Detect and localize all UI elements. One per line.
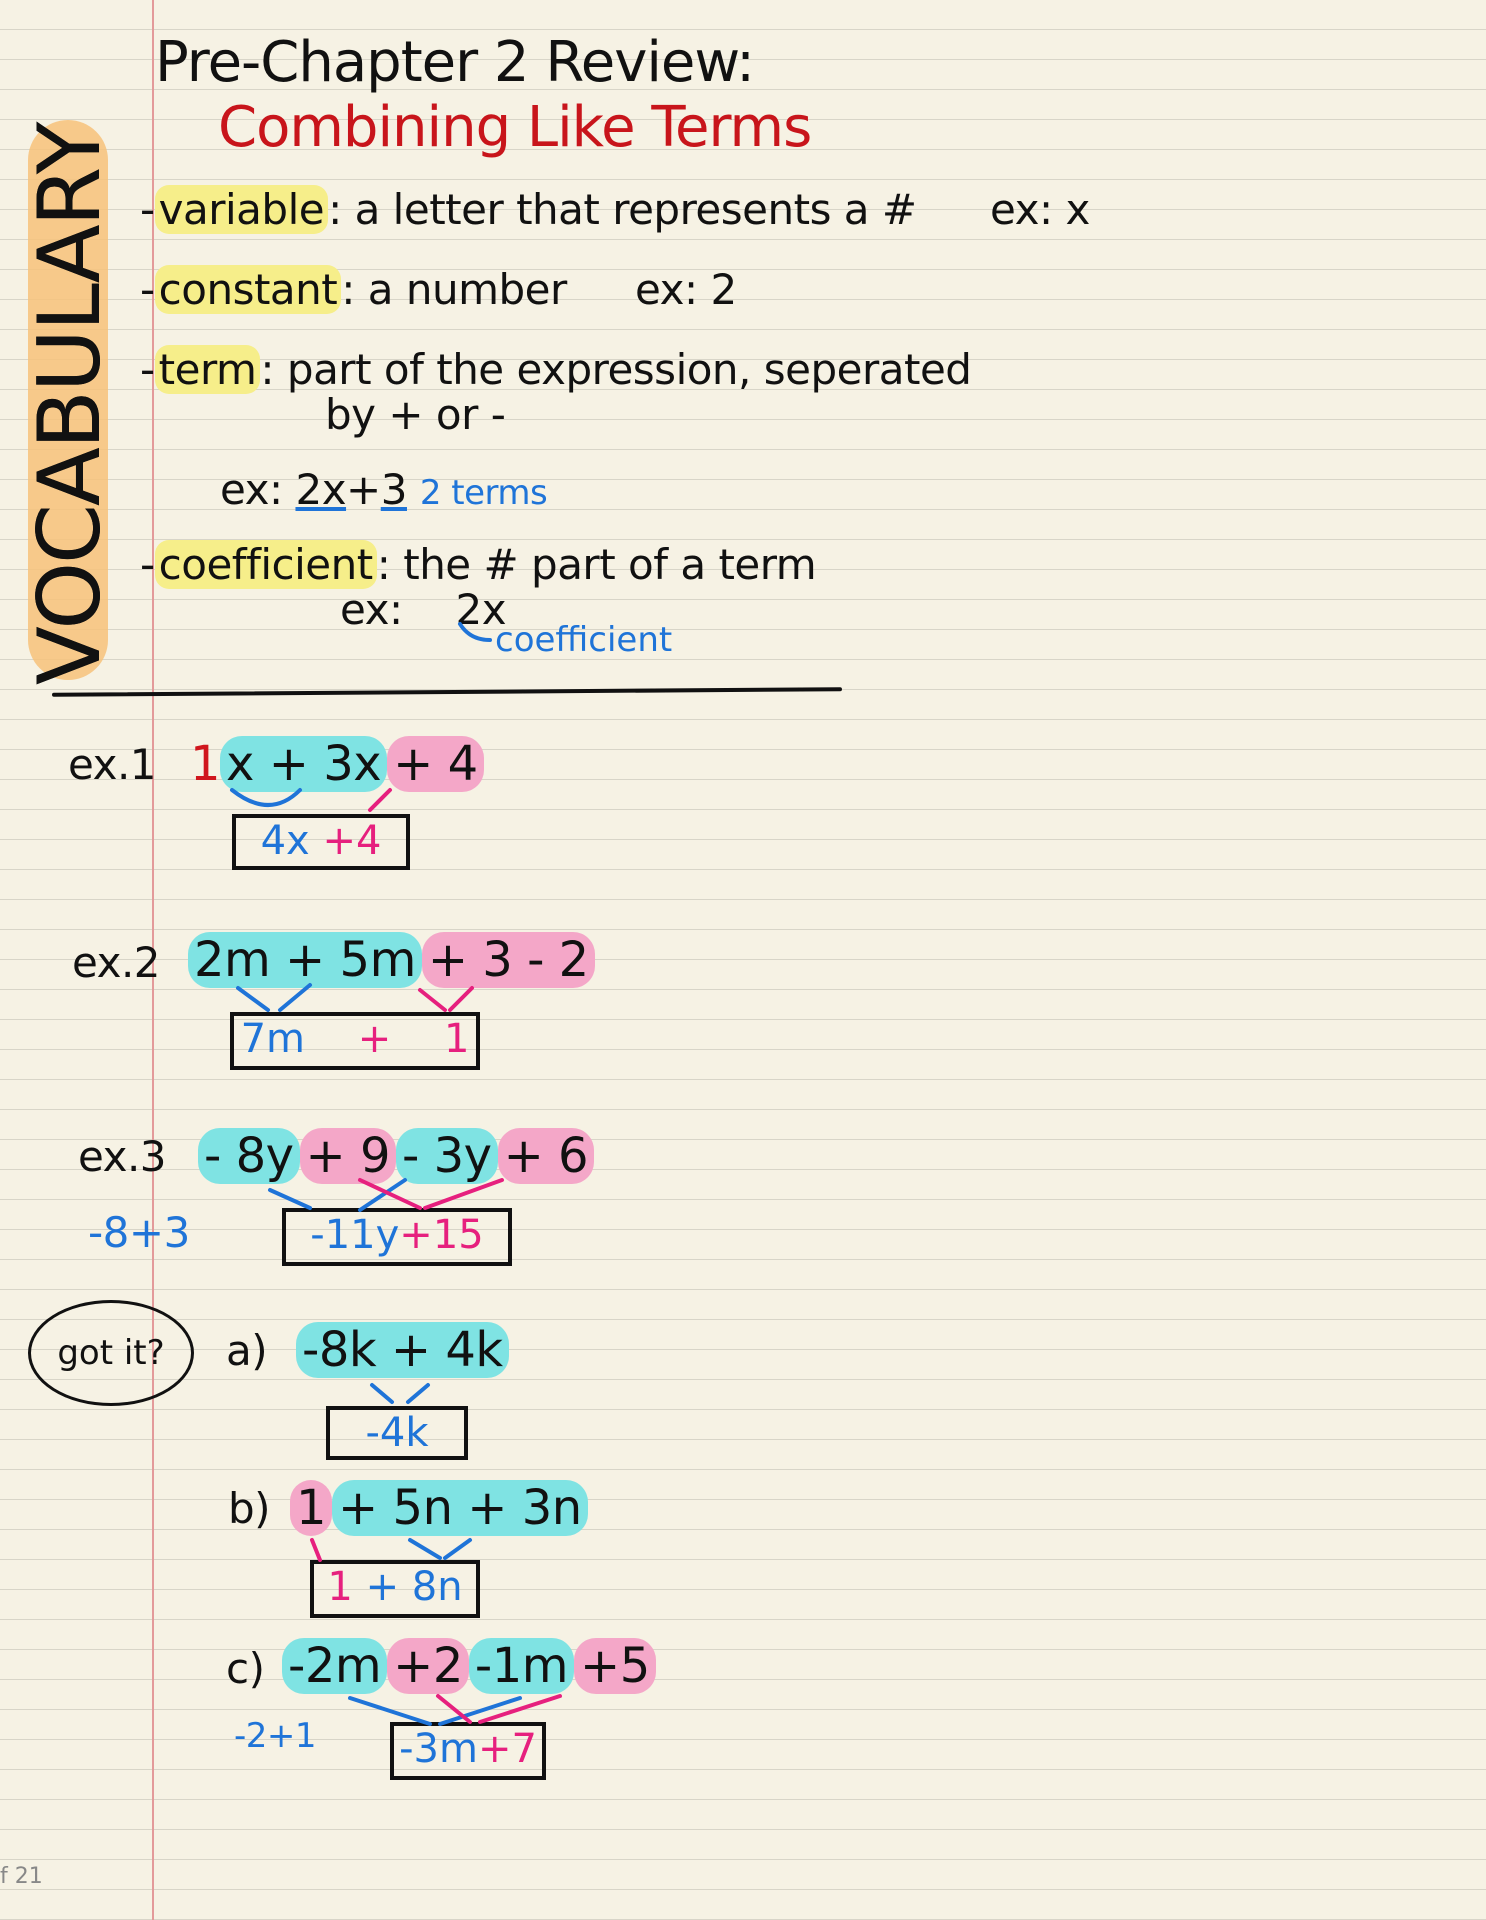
- got-it-c-answer: -3m+7: [390, 1722, 546, 1780]
- vocab-term-def2: by + or -: [325, 390, 506, 439]
- got-it-b-label: b): [228, 1484, 271, 1533]
- vocab-variable: -variable: a letter that represents a #: [140, 185, 917, 234]
- coefficient-note: coefficient: [495, 620, 673, 660]
- vocab-variable-example: ex: x: [990, 185, 1090, 234]
- vocab-constant: -constant: a number: [140, 265, 567, 314]
- example-2-label: ex.2: [72, 938, 161, 987]
- example-1-expression: 1 x + 3x + 4: [190, 736, 484, 792]
- example-3-label: ex.3: [78, 1132, 167, 1181]
- got-it-a-label: a): [226, 1326, 268, 1375]
- got-it-b-expression: 1 + 5n + 3n: [290, 1480, 588, 1536]
- example-3-expression: - 8y + 9 - 3y + 6: [198, 1128, 594, 1184]
- example-2-answer: 7m + 1: [230, 1012, 480, 1070]
- got-it-c-side-note: -2+1: [234, 1716, 317, 1756]
- page-title: Pre-Chapter 2 Review:: [155, 30, 754, 95]
- got-it-a-expression: -8k + 4k: [296, 1322, 509, 1378]
- example-3-answer: -11y+15: [282, 1208, 512, 1266]
- example-2-expression: 2m + 5m + 3 - 2: [188, 932, 595, 988]
- got-it-c-label: c): [226, 1644, 265, 1693]
- vocab-term-example: ex: 2x+3 2 terms: [220, 465, 548, 514]
- vocabulary-label: VOCABULARY: [20, 123, 120, 685]
- page-number: f 21: [0, 1864, 43, 1889]
- vocab-coefficient: -coefficient: the # part of a term: [140, 540, 817, 589]
- got-it-cloud: got it?: [28, 1300, 194, 1406]
- section-divider: [52, 687, 842, 697]
- example-1-label: ex.1: [68, 740, 157, 789]
- vocab-coefficient-example: ex: 2x: [340, 585, 507, 634]
- vocab-term: -term: part of the expression, seperated: [140, 345, 972, 394]
- got-it-b-answer: 1 + 8n: [310, 1560, 480, 1618]
- page-subtitle: Combining Like Terms: [218, 95, 812, 160]
- example-3-side-note: -8+3: [88, 1208, 190, 1257]
- got-it-a-answer: -4k: [326, 1406, 468, 1460]
- example-1-answer: 4x +4: [232, 814, 410, 870]
- vocab-constant-example: ex: 2: [635, 265, 737, 314]
- got-it-c-expression: -2m +2 -1m +5: [282, 1638, 656, 1694]
